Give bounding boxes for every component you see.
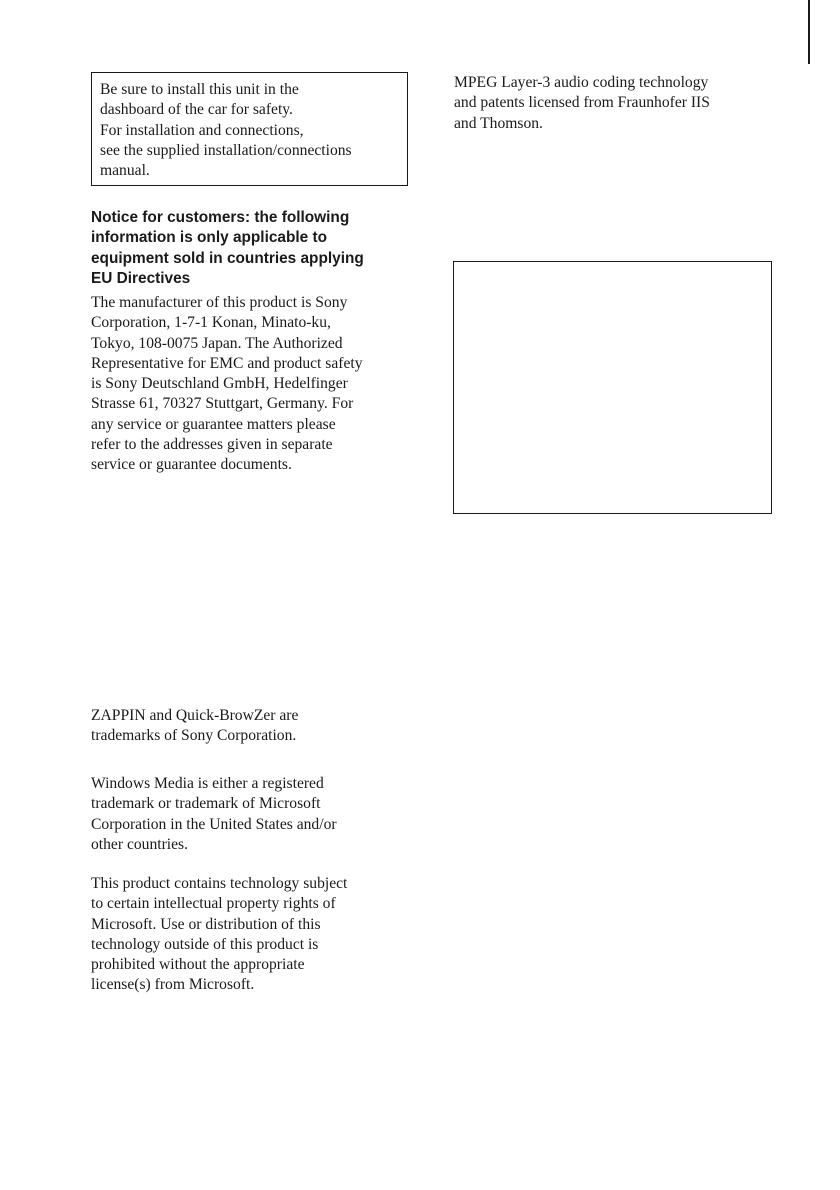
eu-body-line: any service or guarantee matters please <box>91 415 336 433</box>
eu-body-line: refer to the addresses given in separate <box>91 436 333 454</box>
mpeg-line: and patents licensed from Fraunhofer IIS <box>454 94 710 112</box>
microsoft-tech-line: prohibited without the appropriate <box>91 956 305 974</box>
eu-body-line: Strasse 61, 70327 Stuttgart, Germany. For <box>91 395 354 413</box>
eu-heading-line: Notice for customers: the following <box>91 209 350 226</box>
microsoft-technology-paragraph <box>91 874 421 996</box>
windows-media-line: Windows Media is either a registered <box>91 775 324 792</box>
install-notice-line: Be sure to install this unit in the <box>100 81 299 98</box>
eu-body-line: Corporation, 1-7-1 Konan, Minato-ku, <box>91 314 331 332</box>
microsoft-tech-line: license(s) from Microsoft. <box>91 976 255 994</box>
eu-body-line: The manufacturer of this product is Sony <box>91 294 348 311</box>
install-notice-line: see the supplied installation/connections <box>100 141 352 159</box>
install-notice-line: manual. <box>100 162 150 180</box>
windows-media-trademark-paragraph <box>91 774 421 855</box>
installation-safety-notice-box <box>91 72 408 186</box>
eu-body-line: Representative for EMC and product safety <box>91 354 363 372</box>
empty-bordered-box <box>453 261 772 514</box>
microsoft-tech-line: to certain intellectual property rights of <box>91 895 336 913</box>
microsoft-tech-line: This product contains technology subject <box>91 875 348 892</box>
install-notice-line: dashboard of the car for safety. <box>100 101 293 119</box>
eu-heading-line: information is only applicable to <box>91 229 328 247</box>
mpeg-line: and Thomson. <box>454 114 543 132</box>
windows-media-line: other countries. <box>91 835 188 853</box>
windows-media-line: trademark or trademark of Microsoft <box>91 795 321 813</box>
eu-body-line: Tokyo, 108-0075 Japan. The Authorized <box>91 334 343 352</box>
eu-notice-body <box>91 293 421 476</box>
zappin-line: trademarks of Sony Corporation. <box>91 727 297 745</box>
microsoft-tech-line: Microsoft. Use or distribution of this <box>91 915 321 933</box>
eu-body-line: service or guarantee documents. <box>91 456 292 474</box>
microsoft-tech-line: technology outside of this product is <box>91 935 319 953</box>
eu-body-line: is Sony Deutschland GmbH, Hedelfinger <box>91 375 348 393</box>
zappin-line: ZAPPIN and Quick-BrowZer are <box>91 707 299 724</box>
eu-notice-heading <box>91 208 411 290</box>
crop-mark-line <box>808 0 810 64</box>
eu-heading-line: equipment sold in countries applying <box>91 249 364 267</box>
mpeg-license-paragraph <box>454 73 784 134</box>
eu-heading-line: EU Directives <box>91 270 191 288</box>
mpeg-line: MPEG Layer-3 audio coding technology <box>454 74 709 91</box>
zappin-trademark-paragraph <box>91 706 421 747</box>
install-notice-line: For installation and connections, <box>100 121 304 139</box>
windows-media-line: Corporation in the United States and/or <box>91 815 337 833</box>
